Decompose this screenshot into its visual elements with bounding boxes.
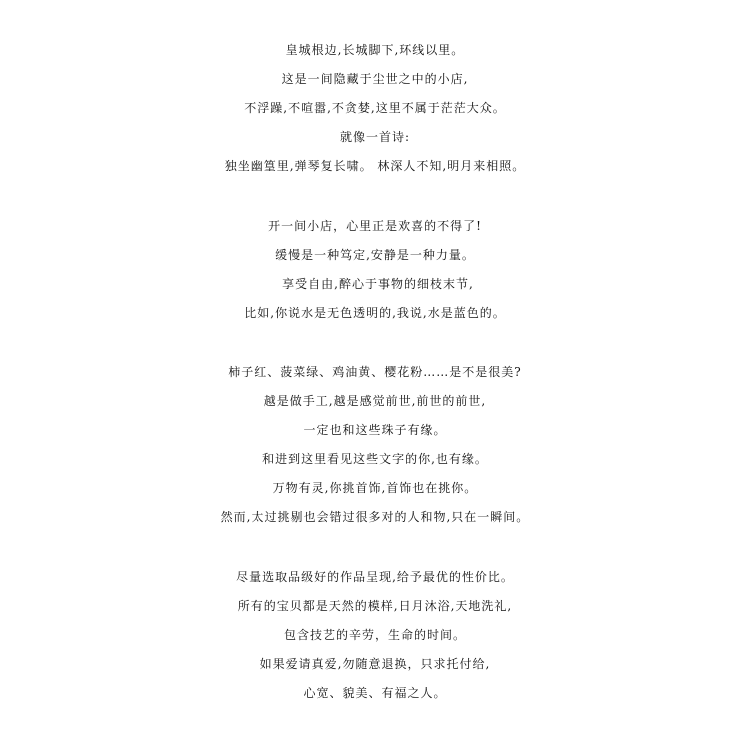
text-line: 柿子红、菠菜绿、鸡油黄、樱花粉……是不是很美? (228, 365, 522, 379)
stanza-shop-location (0, 36, 750, 181)
stanza-shop-joy (0, 212, 750, 328)
text-line: 这是一间隐藏于尘世之中的小店, (281, 72, 469, 86)
text-line: 如果爱请真爱,勿随意退换，只求托付给, (259, 657, 491, 671)
text-line: 缓慢是一种笃定,安静是一种力量。 (275, 248, 475, 262)
text-line: 所有的宝贝都是天然的模样,日月沐浴,天地洗礼, (237, 599, 513, 613)
text-line: 就像一首诗: (339, 130, 411, 144)
text-line: 越是做手工,越是感觉前世,前世的前世, (263, 394, 487, 408)
text-line: 一定也和这些珠子有缘。 (303, 423, 447, 437)
text-line: 和进到这里看见这些文字的你,也有缘。 (262, 452, 488, 466)
text-line: 皇城根边,长城脚下,环线以里。 (285, 43, 465, 57)
stanza-quality-promise (0, 563, 750, 708)
text-line: 包含技艺的辛劳，生命的时间。 (283, 628, 466, 642)
text-line: 独坐幽篁里,弹琴复长啸。 林深人不知,明月来相照。 (224, 159, 526, 173)
text-line: 尽量选取品级好的作品呈现,给予最优的性价比。 (236, 570, 514, 584)
text-line: 心宽、貌美、有福之人。 (303, 686, 447, 700)
text-line: 然而,太过挑剔也会错过很多对的人和物,只在一瞬间。 (220, 510, 530, 524)
text-line: 享受自由,醉心于事物的细枝末节, (282, 277, 474, 291)
text-line: 不浮躁,不喧嚣,不贪婪,这里不属于茫茫大众。 (244, 101, 506, 115)
text-line: 万物有灵,你挑首饰,首饰也在挑你。 (272, 481, 478, 495)
text-line: 比如,你说水是无色透明的,我说,水是蓝色的。 (244, 306, 506, 320)
text-line: 开一间小店，心里正是欢喜的不得了! (268, 219, 482, 233)
stanza-beads-fate (0, 358, 750, 532)
